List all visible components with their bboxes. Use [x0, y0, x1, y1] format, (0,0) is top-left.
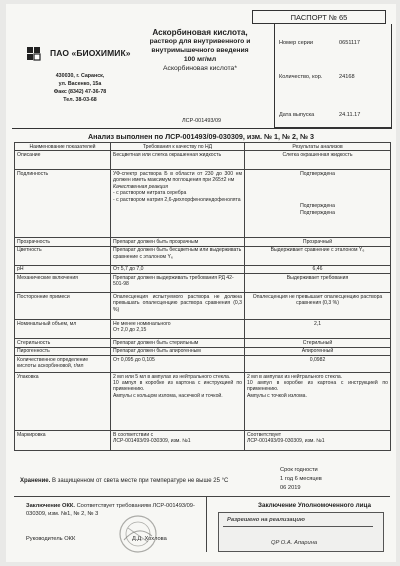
table-row — [15, 320, 391, 339]
packaging-req: Ампулы с кольцом излома, насечкой и точкой. — [113, 392, 223, 399]
requirement: Препарат должен быть бесцветным или выдерживать сравнение с эталоном Y₆ — [111, 246, 245, 265]
table-row — [15, 431, 391, 451]
address-line: Тел. 38-03-68 — [63, 97, 97, 103]
requirement: Бесцветная или слегка окрашенная жидкость — [111, 151, 245, 170]
parameter-name: Цветность — [15, 246, 111, 265]
qp-conclusion-title: Заключение Уполномоченного лица — [258, 502, 371, 509]
reaction-silver: - с раствором нитрата серебра — [113, 190, 187, 197]
requirement — [111, 373, 245, 431]
table-row — [15, 339, 391, 347]
address-line: ул. Васенко, 15а — [58, 81, 102, 87]
column-header: Наименование показателей — [15, 143, 111, 151]
marking-result: Соответствует — [247, 431, 282, 438]
analysis-title: Анализ выполнен по ЛСР-001493/09-030309, изм. № 1, № 2, № 3 — [87, 132, 315, 141]
result: 2,1 — [245, 320, 391, 339]
quality-control-stamp-icon — [118, 514, 158, 554]
table-row — [15, 373, 391, 431]
parameter-name: Стерильность — [15, 339, 111, 347]
parameter-name: Маркировка — [15, 431, 111, 451]
table-row — [15, 274, 391, 293]
expiry-date: 06 2019 — [280, 485, 301, 491]
result: Стерильный — [245, 339, 391, 347]
product-inn: Аскорбиновая кислота* — [163, 65, 237, 72]
requirement — [111, 320, 245, 339]
parameter-name: Пирогенность — [15, 347, 111, 355]
parameter-name: Упаковка — [15, 373, 111, 431]
uv-requirement: УФ-спектр раствора Б в области от 230 до 300 нм должен иметь максимум поглощения при 265±2 нм — [113, 170, 242, 184]
result — [245, 373, 391, 431]
column-header: Требования к качеству по НД — [111, 143, 245, 151]
result — [245, 170, 391, 238]
result: Опалесценция не превышает опалесценцию раствора сравнения (0,3 %) — [245, 293, 391, 320]
dcpip-result: Подтверждена — [300, 209, 335, 216]
volume-requirement: Не менее номинального — [113, 320, 171, 327]
marking-req: ЛСР-001493/09-030309, изм. №1 — [113, 437, 191, 444]
table-row — [15, 246, 391, 265]
table-header-row — [15, 143, 391, 151]
passport-document — [6, 4, 396, 562]
release-date-label: Дата выпуска — [279, 112, 315, 118]
company-name: ПАО «БИОХИМИК» — [50, 48, 131, 58]
spacer — [247, 177, 388, 203]
reaction-dcpip: - с раствором натрия 2,6-дихлорфенолиндофенолята — [113, 196, 241, 203]
release-stamp-text: Разрешено на реализацию — [227, 517, 305, 523]
storage-conditions — [20, 478, 228, 484]
passport-title: ПАСПОРТ № 65 — [252, 10, 386, 24]
table-row — [15, 293, 391, 320]
parameter-name: Описание — [15, 151, 111, 170]
packaging-req: 10 ампул в коробке из картона с инструкцией по применению. — [113, 379, 242, 393]
okk-name: Д.Д. Хохлова — [132, 536, 167, 542]
parameter-name: Номинальный объем, мл — [15, 320, 111, 339]
table-row — [15, 238, 391, 246]
okk-role: Руководитель ОКК — [26, 536, 76, 542]
okk-conclusion — [26, 502, 206, 518]
quantity-value: 24168 — [339, 74, 355, 80]
requirement: Препарат должен быть апирогенным — [111, 347, 245, 355]
silver-result: Подтверждена — [300, 203, 335, 210]
okk-conclusion-text: Соответствует требованиям ЛСР-001493/09-030309, изм. №1, № 2, № 3 — [26, 503, 195, 517]
requirement — [111, 431, 245, 451]
company-address — [30, 72, 130, 104]
requirement: Опалесценция испытуемого раствора не должна превышать опалесценцию раствора сравнения (0,3 %) — [111, 293, 245, 320]
table-row — [15, 170, 391, 238]
packaging-result: 2 мл в ампулах из нейтрального стекла. — [247, 373, 343, 380]
shelf-life-label: Срок годности — [280, 467, 318, 473]
packaging-result: 10 ампул в коробке из картона с инструкцией по применению. — [247, 379, 388, 393]
packaging-result: Ампулы с точкой излома. — [247, 392, 307, 399]
parameter-name: Посторонние примеси — [15, 293, 111, 320]
packaging-req: 2 мл или 5 мл в ампулах из нейтрального стекла. — [113, 373, 231, 380]
storage-text: В защищенном от света месте при температуре не выше 25 °C — [50, 478, 229, 484]
result: Прозрачный — [245, 238, 391, 246]
table-row — [15, 347, 391, 355]
product-line: раствор для внутривенного и — [149, 38, 251, 45]
quantity-label: Количество, кор. — [279, 74, 323, 80]
volume-range: От 2,0 до 2,15 — [113, 327, 147, 334]
parameter-name: Механические включения — [15, 274, 111, 293]
requirement: От 0,095 до 0,105 — [111, 356, 245, 373]
product-line: внутримышечного введения — [151, 47, 249, 54]
marking-req: В соответствии с — [113, 431, 154, 438]
shelf-life — [280, 466, 384, 493]
footer-divider — [14, 496, 390, 497]
header-divider — [12, 128, 392, 129]
company-logo-icon — [26, 44, 46, 64]
table-row — [15, 356, 391, 373]
series-label: Номер серии — [279, 40, 314, 46]
address-line: Факс (8342) 47-36-78 — [53, 89, 107, 95]
uv-result: Подтверждена — [300, 170, 335, 177]
series-value: 0651117 — [339, 40, 360, 46]
release-date-value: 24.11.17 — [339, 112, 361, 118]
column-header: Результаты анализов — [245, 143, 391, 151]
result — [245, 431, 391, 451]
okk-conclusion-label: Заключение ОКК. — [26, 503, 75, 509]
result: Выдерживает сравнение с эталоном Y₆ — [245, 246, 391, 265]
product-dose: 100 мг/мл — [183, 56, 217, 63]
product-name-block — [134, 28, 266, 73]
parameter-name: Прозрачность — [15, 238, 111, 246]
shelf-life-value: 1 год 6 месяцев — [280, 476, 322, 482]
qp-signature: QP О.А. Апарина — [271, 540, 318, 546]
requirement: От 5,7 до 7,0 — [111, 265, 245, 273]
result: Апирогенный — [245, 347, 391, 355]
result: 6,46 — [245, 265, 391, 273]
requirement: Препарат должен быть стерильным — [111, 339, 245, 347]
table-row — [15, 151, 391, 170]
result: Слегка окрашенная жидкость — [245, 151, 391, 170]
qualitative-reaction-label: Качественная реакция — [113, 183, 168, 190]
batch-info — [274, 24, 392, 128]
release-stamp — [218, 512, 384, 552]
parameter-name: Подлинность — [15, 170, 111, 238]
parameter-name: pH — [15, 265, 111, 273]
quality-table — [14, 142, 391, 451]
table-row — [15, 265, 391, 273]
release-stamp-line — [223, 526, 373, 527]
requirement: Препарат должен выдерживать требования РД 42-501-98 — [111, 274, 245, 293]
lsr-number: ЛСР-001493/09 — [182, 118, 222, 124]
storage-label: Хранение. — [20, 478, 51, 484]
result: 0,0982 — [245, 356, 391, 373]
result: Выдерживает требования — [245, 274, 391, 293]
footer-vertical-divider — [206, 496, 207, 552]
product-title: Аскорбиновая кислота, — [152, 28, 248, 37]
marking-result: ЛСР-001493/09-030309, изм. №1 — [247, 437, 325, 444]
parameter-name: Количественное определение кислоты аскорбиновой, г/мл — [15, 356, 111, 373]
requirement: Препарат должен быть прозрачным — [111, 238, 245, 246]
requirement — [111, 170, 245, 238]
passport-header — [12, 10, 392, 128]
address-line: 430030, г. Саранск, — [55, 73, 105, 79]
